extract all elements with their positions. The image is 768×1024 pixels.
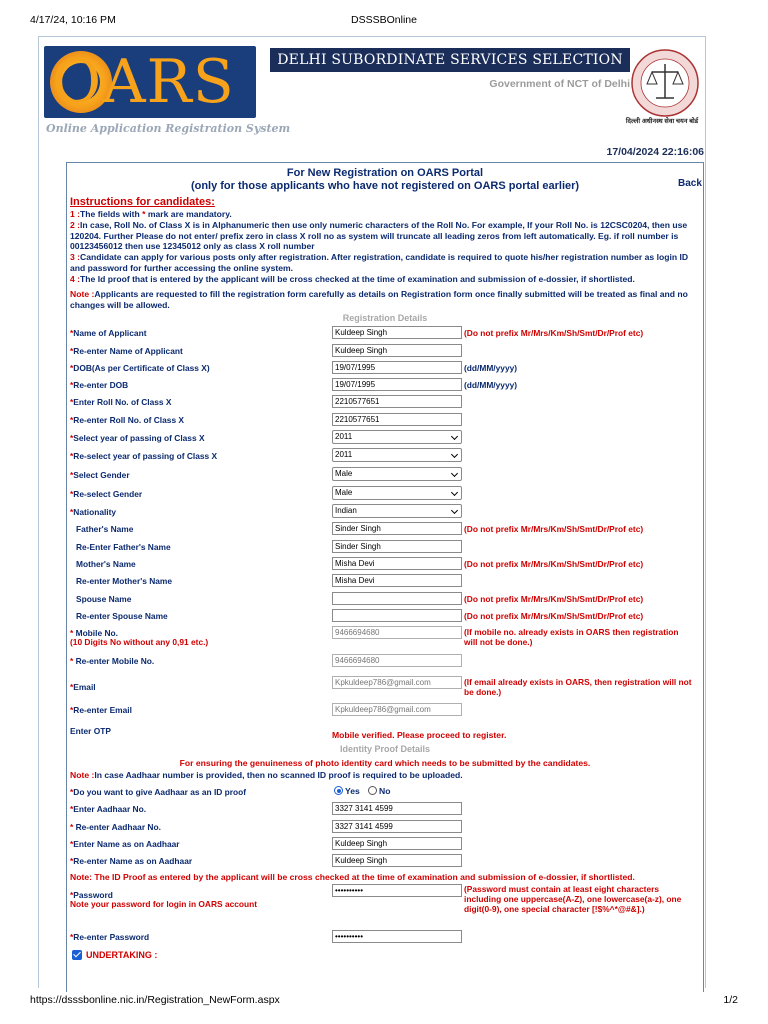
- email-input[interactable]: Kpkuldeep786@gmail.com: [332, 676, 462, 689]
- respouse-hint: (Do not prefix Mr/Mrs/Km/Sh/Smt/Dr/Prof etc): [464, 611, 644, 621]
- logo-text: OARS: [52, 47, 235, 117]
- email-hint: (If email already exists in OARS, then registration will not be done.): [464, 677, 692, 697]
- nationality-select[interactable]: Indian: [332, 504, 462, 518]
- aadhaar-name-label: *Enter Name as on Aadhaar: [70, 839, 180, 849]
- registration-details-title: Registration Details: [342, 313, 428, 323]
- reaadhaar-name-label: *Re-enter Name as on Aadhaar: [70, 856, 193, 866]
- instruction-2: 2 :In case, Roll No. of Class X is in Alphanumeric then use only numeric characters of the Roll No. For example, If your Roll No. is 12CSC0204, then use 120204. Further Please do not enter/ prefix zero in class X roll no as system will truncate all leading zeros from left automatically. Eg. if roll number is 00123456012 then use 12345012 only as class X roll number: [70, 220, 688, 252]
- undertaking-label: UNDERTAKING :: [86, 950, 158, 960]
- reemail-label: *Re-enter Email: [70, 705, 132, 715]
- remother-label: Re-enter Mother's Name: [76, 576, 173, 586]
- roll-label: *Enter Roll No. of Class X: [70, 397, 172, 407]
- government-label: Government of NCT of Delhi: [489, 78, 630, 90]
- print-datetime: 4/17/24, 10:16 PM: [30, 14, 116, 26]
- gender-label: *Select Gender: [70, 470, 130, 480]
- mobile-input[interactable]: 9466694680: [332, 626, 462, 639]
- chevron-down-icon: [451, 489, 458, 496]
- dob-input[interactable]: 19/07/1995: [332, 361, 462, 374]
- dsssb-emblem-icon: [628, 48, 702, 118]
- father-input[interactable]: Sinder Singh: [332, 522, 462, 535]
- nationality-label: *Nationality: [70, 507, 117, 517]
- regender-label: *Re-select Gender: [70, 489, 143, 499]
- password-sublabel: Note your password for login in OARS account: [70, 899, 258, 909]
- year-select[interactable]: 2011: [332, 430, 462, 444]
- reyear-label: *Re-select year of passing of Class X: [70, 451, 218, 461]
- reaadhaar-label: * Re-enter Aadhaar No.: [70, 822, 161, 832]
- rename-label: *Re-enter Name of Applicant: [70, 346, 183, 356]
- reroll-input[interactable]: 2210577651: [332, 413, 462, 426]
- id-proof-note: Note: The ID Proof as entered by the applicant will be cross checked at the time of examination and submission of e-dossier, if shortlisted.: [70, 872, 635, 882]
- emblem-caption: दिल्ली अधीनस्थ सेवा चयन बोर्ड: [625, 118, 699, 125]
- chevron-down-icon: [451, 433, 458, 440]
- mobile-label: * Mobile No.: [70, 628, 118, 638]
- instruction-1: 1 :The fields with * mark are mandatory.: [70, 209, 232, 219]
- radio-empty-icon: [368, 786, 377, 795]
- form-subheading: (only for those applicants who have not registered on OARS portal earlier): [190, 180, 580, 192]
- respouse-input[interactable]: [332, 609, 462, 622]
- aadhaar-input[interactable]: 3327 3141 4599: [332, 802, 462, 815]
- gender-select[interactable]: Male: [332, 467, 462, 481]
- dob-label: *DOB(As per Certificate of Class X): [70, 363, 210, 373]
- back-link[interactable]: Back: [678, 178, 702, 189]
- print-footer: [30, 994, 738, 1008]
- mother-input[interactable]: Misha Devi: [332, 557, 462, 570]
- regender-select[interactable]: Male: [332, 486, 462, 500]
- form-heading: For New Registration on OARS Portal: [286, 167, 484, 179]
- reemail-input[interactable]: Kpkuldeep786@gmail.com: [332, 703, 462, 716]
- spouse-input[interactable]: [332, 592, 462, 605]
- mobile-sublabel: (10 Digits No without any 0,91 etc.): [70, 637, 209, 647]
- remobile-input[interactable]: 9466694680: [332, 654, 462, 667]
- redob-label: *Re-enter DOB: [70, 380, 129, 390]
- refather-input[interactable]: Sinder Singh: [332, 540, 462, 553]
- board-name: DELHI SUBORDINATE SERVICES SELECTION BOARD: [270, 48, 630, 72]
- radio-selected-icon: [334, 786, 343, 795]
- reaadhaar-input[interactable]: 3327 3141 4599: [332, 820, 462, 833]
- reroll-label: *Re-enter Roll No. of Class X: [70, 415, 185, 425]
- password-label: *Password: [70, 890, 113, 900]
- print-title: DSSSBOnline: [351, 14, 417, 26]
- aadhaar-note: Note :In case Aadhaar number is provided, then no scanned ID proof is required to be uploaded.: [70, 770, 463, 780]
- father-hint: (Do not prefix Mr/Mrs/Km/Sh/Smt/Dr/Prof etc): [464, 524, 644, 534]
- aadhaar-label: *Enter Aadhaar No.: [70, 804, 147, 814]
- remother-input[interactable]: Misha Devi: [332, 574, 462, 587]
- instruction-4: 4 :The Id proof that is entered by the applicant will be cross checked at the time of examination and submission of e-dossier, if shortlisted.: [70, 274, 635, 284]
- aadhaar-name-input[interactable]: Kuldeep Singh: [332, 837, 462, 850]
- print-page-number: 1/2: [723, 994, 738, 1006]
- timestamp: 17/04/2024 22:16:06: [606, 146, 704, 158]
- mother-hint: (Do not prefix Mr/Mrs/Km/Sh/Smt/Dr/Prof etc): [464, 559, 644, 569]
- tagline: Online Application Registration System: [46, 122, 291, 135]
- name-label: *Name of Applicant: [70, 328, 147, 338]
- respouse-label: Re-enter Spouse Name: [76, 611, 168, 621]
- instruction-3: 3 :Candidate can apply for various posts only after registration. After registration, candidate is required to quote his/her registration number as login ID and password for further accessing the online system.: [70, 252, 689, 273]
- oars-logo: [44, 46, 256, 118]
- email-label: *Email: [70, 682, 96, 692]
- instructions-title: Instructions for candidates:: [70, 196, 215, 208]
- repassword-label: *Re-enter Password: [70, 932, 150, 942]
- chevron-down-icon: [451, 507, 458, 514]
- mobile-verified-message: Mobile verified. Please proceed to register.: [332, 730, 507, 740]
- redob-input[interactable]: 19/07/1995: [332, 378, 462, 391]
- chevron-down-icon: [451, 451, 458, 458]
- give-aadhaar-label: *Do you want to give Aadhaar as an ID proof: [70, 787, 247, 797]
- print-url: https://dsssbonline.nic.in/Registration_NewForm.aspx: [30, 994, 280, 1006]
- repassword-input[interactable]: ••••••••••: [332, 930, 462, 943]
- father-label: Father's Name: [76, 524, 134, 534]
- redob-hint: (dd/MM/yyyy): [464, 380, 518, 390]
- instruction-note: Note :Applicants are requested to fill the registration form carefully as details on Registration form once finally submitted will be treated as final and no changes will be allowed.: [70, 289, 688, 310]
- spouse-hint: (Do not prefix Mr/Mrs/Km/Sh/Smt/Dr/Prof etc): [464, 594, 644, 604]
- aadhaar-no-radio[interactable]: No: [368, 786, 390, 796]
- otp-label: Enter OTP: [70, 726, 111, 736]
- spouse-label: Spouse Name: [76, 594, 132, 604]
- mother-label: Mother's Name: [76, 559, 136, 569]
- roll-input[interactable]: 2210577651: [332, 395, 462, 408]
- print-header: [30, 14, 738, 28]
- undertaking-checkbox[interactable]: [72, 950, 82, 960]
- name-input[interactable]: Kuldeep Singh: [332, 326, 462, 339]
- dob-hint: (dd/MM/yyyy): [464, 363, 518, 373]
- rename-input[interactable]: Kuldeep Singh: [332, 344, 462, 357]
- remobile-label: * Re-enter Mobile No.: [70, 656, 155, 666]
- mobile-hint: (If mobile no. already exists in OARS then registration will not be done.): [464, 627, 679, 647]
- reyear-select[interactable]: 2011: [332, 448, 462, 462]
- password-input[interactable]: ••••••••••: [332, 884, 462, 897]
- password-hint: (Password must contain at least eight characters including one uppercase(A-Z), one lowercase(a-z), one digit(0-9), one special character [!$%^*@#&].): [464, 884, 682, 914]
- aadhaar-yes-radio[interactable]: Yes: [334, 786, 360, 796]
- reaadhaar-name-input[interactable]: Kuldeep Singh: [332, 854, 462, 867]
- genuineness-text: For ensuring the genuineness of photo identity card which needs to be submitted by the candidates.: [179, 758, 591, 768]
- name-hint: (Do not prefix Mr/Mrs/Km/Sh/Smt/Dr/Prof etc): [464, 328, 644, 338]
- refather-label: Re-Enter Father's Name: [76, 542, 171, 552]
- identity-proof-title: Identity Proof Details: [339, 744, 430, 754]
- chevron-down-icon: [451, 470, 458, 477]
- year-label: *Select year of passing of Class X: [70, 433, 205, 443]
